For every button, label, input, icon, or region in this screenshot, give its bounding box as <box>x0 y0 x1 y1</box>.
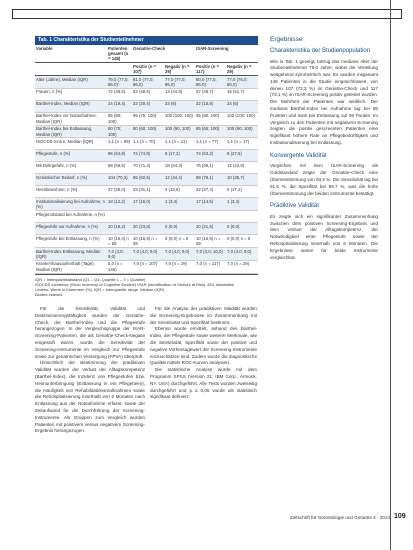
row-label: Heimbewohner, n (%) <box>35 186 107 198</box>
table-cell <box>164 211 195 223</box>
paragraph: Für die Analyse der prädiktiven Validität wurden die Screening-Ergebnisse im Zusammenhang mit der Sensitivität und Spezifität bestimmt. <box>150 306 257 325</box>
table-cell: 12 (44,4) <box>164 174 195 186</box>
table-cell: 18 (12,2) <box>107 198 132 211</box>
margin-rule <box>390 0 391 550</box>
paragraph: Ebenso wurde ermittelt, anhand des Barthel-Index, der Pflegestufe sowie weiterer Merkmale, wie die Sensitivität, Spezifität sowie der positive und negative Vorhersagewert der Screening-Instrumente einzuschätzen sind. Zudem wurde die diagnostische Qualität mittels ROC-Kurven analysiert. <box>150 326 257 366</box>
paragraph: Die statistische Analyse wurde mit dem Programm SPSS (Version 21; IBM Corp., Armonk, NY, USA) durchgeführt. Alle Tests wurden zweiseitig durchgeführt und p ≤ 0,05 wurde als statistisch signifikant definiert. <box>150 367 257 400</box>
table-cell: 77,0 (76,0; 80,0) <box>226 76 258 89</box>
table-cell: 15 (51,7) <box>226 88 258 100</box>
table-row <box>35 260 258 273</box>
row-label: Pflegenotstand bei Aufnahme, n (%) <box>35 211 107 223</box>
table-cell: 96 (64,8) <box>107 150 132 162</box>
table-cell: 5 (17,2) <box>164 150 195 162</box>
paragraph: Für die Sensitivität, Validität und Diskriminierungsfähigkeit wurden der Geriatrie-Check, der Barthel-Index und die Pflegestufe herangezogen. In der Vergleichsgruppe der ISAR-Screening-Patienten, die als Geriatrie-Check-Negativ eingestuft waren, wurde die Sensitivität der Screening-Instrumente im Vergleich zur Pflegestufe sowie zur geriatrischen Versorgung (FPVA) überprüft. <box>35 306 145 359</box>
table-row <box>35 223 258 235</box>
table-cell: 74 (63,2) <box>195 150 226 162</box>
column-header: ISAR-Screening <box>195 45 258 63</box>
table-cell: 20 (23,8) <box>132 223 164 235</box>
table-cell: 85 (82,5) <box>132 174 164 186</box>
characteristics-table <box>35 36 258 298</box>
table-cell <box>195 211 226 223</box>
journal-footer: Zeitschrift für Gerontologie und Geriatrie 2 · 2013 <box>289 515 390 520</box>
table-cell <box>107 211 132 223</box>
table-cell: 7,0 (n = 117) <box>195 260 226 273</box>
table-cell: 1 (3,4) <box>226 198 258 211</box>
table-cell: 5,0 (n = 146) <box>107 260 132 273</box>
table-header-row <box>35 45 258 63</box>
table-cell: 1 (3,4) <box>164 198 195 211</box>
table-cell: 1,1 (n = 70) <box>132 138 164 150</box>
row-label: Krankenhausaufenthalt (Tage), Median (IQR) <box>35 260 107 273</box>
table-cell: 33 (31,1) <box>132 186 164 198</box>
column-subheader: Positiv (n = 107) <box>132 63 164 76</box>
table-cell: 76 (69,1) <box>195 162 226 174</box>
row-label: Alter (Jahre), Median (IQR) <box>35 76 107 89</box>
table-cell: 0 (0,0) <box>226 223 258 235</box>
body-column-right <box>270 36 378 261</box>
table-cell: 5 (17,2) <box>226 186 258 198</box>
table-cell: 10 (15,4) n = 65 <box>107 235 132 248</box>
table-cell: 24 (6) <box>226 100 258 112</box>
paragraph: Es zeigte sich ein signifikanter Zusammenhang zwischen dem positiven Screening-Ergebnis und dem Verlust der Alltagskompetenz, der Notwendigkeit einer Pflegestufe sowie der Rehospitalisierung innerhalb von 6 Monaten. Die Ergebnisse waren für beide Instrumente vergleichbar. <box>270 213 378 260</box>
table-cell: 80,0 (77,0; 86,0) <box>195 76 226 89</box>
table-row <box>35 186 258 198</box>
table-cell: 1,1 (n = 11) <box>164 138 195 150</box>
table-cell: 74 (74,8) <box>132 150 164 162</box>
row-label: ISOCDS-Score, Median (IQR) <box>35 138 107 150</box>
table-cell: 7,0 (4,0; 9,0) <box>132 248 164 261</box>
table-cell: 20 (21,5) <box>195 223 226 235</box>
table-row <box>35 198 258 211</box>
row-label: Pflegestufe vor Aufnahme, n (%) <box>35 223 107 235</box>
table-cell: 23 (6) <box>164 100 195 112</box>
table-row <box>35 76 258 89</box>
table-row <box>35 211 258 223</box>
column-subheader <box>107 63 132 76</box>
table-cell: 4 (13,8) <box>164 186 195 198</box>
table-cell: 12 (42,9) <box>226 162 258 174</box>
table-cell: 10 (35,7) <box>226 174 258 186</box>
column-subheader: Negativ (n = 29) <box>164 63 195 76</box>
row-label: Barthel-Index, Median (IQR) <box>35 100 107 112</box>
table-cell <box>226 211 258 223</box>
table-note: Lebens. Werte in Klammern (%). IQR = interquartile range. Median (IQR) <box>35 287 165 293</box>
table-cell: 0 (0,0) n = 6 <box>226 235 258 248</box>
table-cell: 1,1 (n = 99) <box>107 138 132 150</box>
table-cell: 20 (19,2) <box>107 223 132 235</box>
table-row <box>35 138 258 150</box>
table-row <box>35 125 258 138</box>
table-cell: 10 (16,9) n = 59 <box>195 235 226 248</box>
subsection-heading: Charakteristika der Studienpopulation <box>270 48 371 54</box>
table-row <box>35 174 258 186</box>
table-cell: 80 (60; 100) <box>132 125 164 138</box>
table-cell: 100 (90; 100) <box>164 125 195 138</box>
table-cell: 10 (16,9) n = 59 <box>132 235 164 248</box>
section-heading: Ergebnisse <box>270 36 303 43</box>
table-cell: 95 (80; 100) <box>195 112 226 125</box>
table-cell: 7,0 (4,0; 9,0) <box>226 248 258 261</box>
table-cell: 57 (48,7) <box>195 88 226 100</box>
table-cell: 89 (78,1) <box>195 174 226 186</box>
table-cell: 104 (70,3) <box>107 174 132 186</box>
table-row <box>35 150 258 162</box>
row-label: Mit Delirgefahr, n (%) <box>35 162 107 174</box>
table-row <box>35 100 258 112</box>
page-number: 109 <box>394 513 406 520</box>
table-cell: 72 (48,6) <box>107 88 132 100</box>
table-cell: 7,0 (4,0; 9,0) <box>164 248 195 261</box>
table-cell: 53 (49,5) <box>132 88 164 100</box>
table-cell: 7,0 (n = 29) <box>226 260 258 273</box>
column-header: Variable <box>35 45 107 63</box>
data-table <box>35 45 258 274</box>
table-cell: 81,0 (77,0; 86,0) <box>132 76 164 89</box>
table-row <box>35 248 258 261</box>
row-label: Barthel-Index vor Notaufnahme, Median (IQR) <box>35 112 107 125</box>
table-cell: 77,0 (77,0; 86,0) <box>164 76 195 89</box>
table-cell: 1,1 (n = 17) <box>226 138 258 150</box>
row-label: Institutionalisierung bei Aufnahme, n (%) <box>36 198 106 210</box>
row-label: Barthel-Index bei Entlassung, Median (IQR) <box>35 125 107 138</box>
table-cell: 85 (65; 100) <box>195 125 226 138</box>
subsection-heading: Prädiktive Validität <box>270 203 319 210</box>
table-cell: 90 (70; 100) <box>107 125 132 138</box>
column-header: Patienten gesamt (n = 148) <box>107 45 132 63</box>
table-cell: 13 (44,8) <box>164 88 195 100</box>
table-cell: 22 (18,8) <box>195 100 226 112</box>
header-frame <box>12 9 402 19</box>
table-row <box>35 162 258 174</box>
table-cell: 7,0 (n = 107) <box>132 260 164 273</box>
row-label: Barthel-Index Entlassung, Median (IQR) <box>35 248 107 261</box>
table-cell: 70 (71,4) <box>132 162 164 174</box>
table-cell: 37 (25,0) <box>107 186 132 198</box>
table-note: IQR = Interquartilsabstand (Q1 – Q3; Quartile 1 – 3 = Quartile) <box>35 276 146 282</box>
column-header: Geriatrie-Check <box>132 45 195 63</box>
row-label: Pflegestufe, n (%) <box>35 150 107 162</box>
table-cell: 7,0 (4,0; 9,0) <box>107 248 132 261</box>
table-row <box>35 88 258 100</box>
body-column-middle <box>150 306 257 401</box>
table-cell: 100 (100; 100) <box>226 112 258 125</box>
table-cell: 17 (16,0) <box>132 198 164 211</box>
column-subheader: Positiv (n = 117) <box>195 63 226 76</box>
column-subheader <box>35 63 107 76</box>
row-label: Pflegestufe bei Entlassung, n (%) <box>35 235 107 248</box>
table-cell: 0 (0,0) <box>164 223 195 235</box>
table-cell: 1,1 (n = 77) <box>195 138 226 150</box>
body-column-left <box>35 306 145 435</box>
column-subheader: Negativ (n = 29) <box>226 63 258 76</box>
table-cell: 79,0 (77,0; 86,0) <box>107 76 132 89</box>
table-cell <box>132 211 164 223</box>
table-note: Bolded indexes <box>35 292 63 298</box>
table-subheader-row <box>35 63 258 76</box>
table-cell: 88 (59,5) <box>107 162 132 174</box>
table-cell: 24 (19,4) <box>107 100 132 112</box>
table-cell: 100 (100; 100) <box>164 112 195 125</box>
table-cell: 8 (27,6) <box>226 150 258 162</box>
table-cell: 7,0 (4,0; 10,0) <box>195 248 226 261</box>
table-notes <box>35 274 258 298</box>
table-cell: 32 (27,4) <box>195 186 226 198</box>
table-cell: 0 (0,0) n = 6 <box>164 235 195 248</box>
table-cell: 7,0 (n = 29) <box>164 260 195 273</box>
table-cell: 18 (64,3) <box>164 162 195 174</box>
paragraph: Verglichen mit dem ISAR-Screening als Goldstandard zeigte der Geriatrie-Check eine Übereinstimmung von 93,2 %. Die Sensitivität lag bei 91,5 %, die Spezifität bei 89,7 %, was die hohe Übereinstimmung der beiden Instrumente bestätigt. <box>270 163 379 196</box>
table-row <box>35 112 258 125</box>
table-cell: 95 (75; 100) <box>132 112 164 125</box>
table-note: ISOCDS Incidence (Short Inventory of Cognitive Decline) ISAR (Identification of Seniors at Risk), ADL Aktivitäten <box>35 281 235 287</box>
table-cell: 100 (90; 100) <box>226 125 258 138</box>
subsection-heading: Konvergente Validität <box>270 152 327 159</box>
table-cell: 95 (80; 100) <box>107 112 132 125</box>
table-cell: 22 (20,4) <box>132 100 164 112</box>
paragraph: Hinsichtlich der Bestimmung der prädiktiven Validität wurden der Verlust der Alltagskompetenz (Barthel-Index), die Inzidenz von Pflegestufen bzw. Heimunterbringung (Entlassung in ein Pflegeheim), die Häufigkeit von Rehabilitationsmaßnahmen sowie die Rehospitalisierung innerhalb von 6 Monaten nach Entlassung aus der Notaufnahme erfasst, sowie der Zeitaufwand für die Durchführung der Screening-Instrumente. Als Gruppen zum Vergleich wurden Patienten mit positivem versus negativem Screening-Ergebnis herangezogen. <box>35 360 145 434</box>
table-caption: Tab. 1 Charakteristika der Studienteilnehmer <box>35 36 258 45</box>
paragraph: Wie in Tab. 1 gezeigt, betrug das mediane Alter der Studienteilnehmer 79,0 Jahre, wobei die Verteilung weitgehend symmetrisch war. Es wurden insgesamt 148 Patienten in die Studie eingeschlossen, von denen 107 (72,3 %) im Geriatrie-Check und 117 (79,1 %) im ISAR-Screening positiv getestet wurden. Die Mehrheit der Patienten war weiblich. Der mediane Barthel-Index bei Aufnahme lag bei 95 Punkten und sank bei Entlassung auf 90 Punkte. Im Vergleich zu den Patienten mit negativem Screening zeigten die positiv gescreenten Patienten eine signifikant höhere Rate an Pflegebedürftigkeit und Institutionalisierung bei Entlassung. <box>270 58 378 146</box>
row-label: Frauen, n (%) <box>35 88 107 100</box>
table-row <box>35 235 258 248</box>
table-cell: 17 (14,5) <box>195 198 226 211</box>
row-label: Geriatrischer Bedarf, n (%) <box>35 174 107 186</box>
